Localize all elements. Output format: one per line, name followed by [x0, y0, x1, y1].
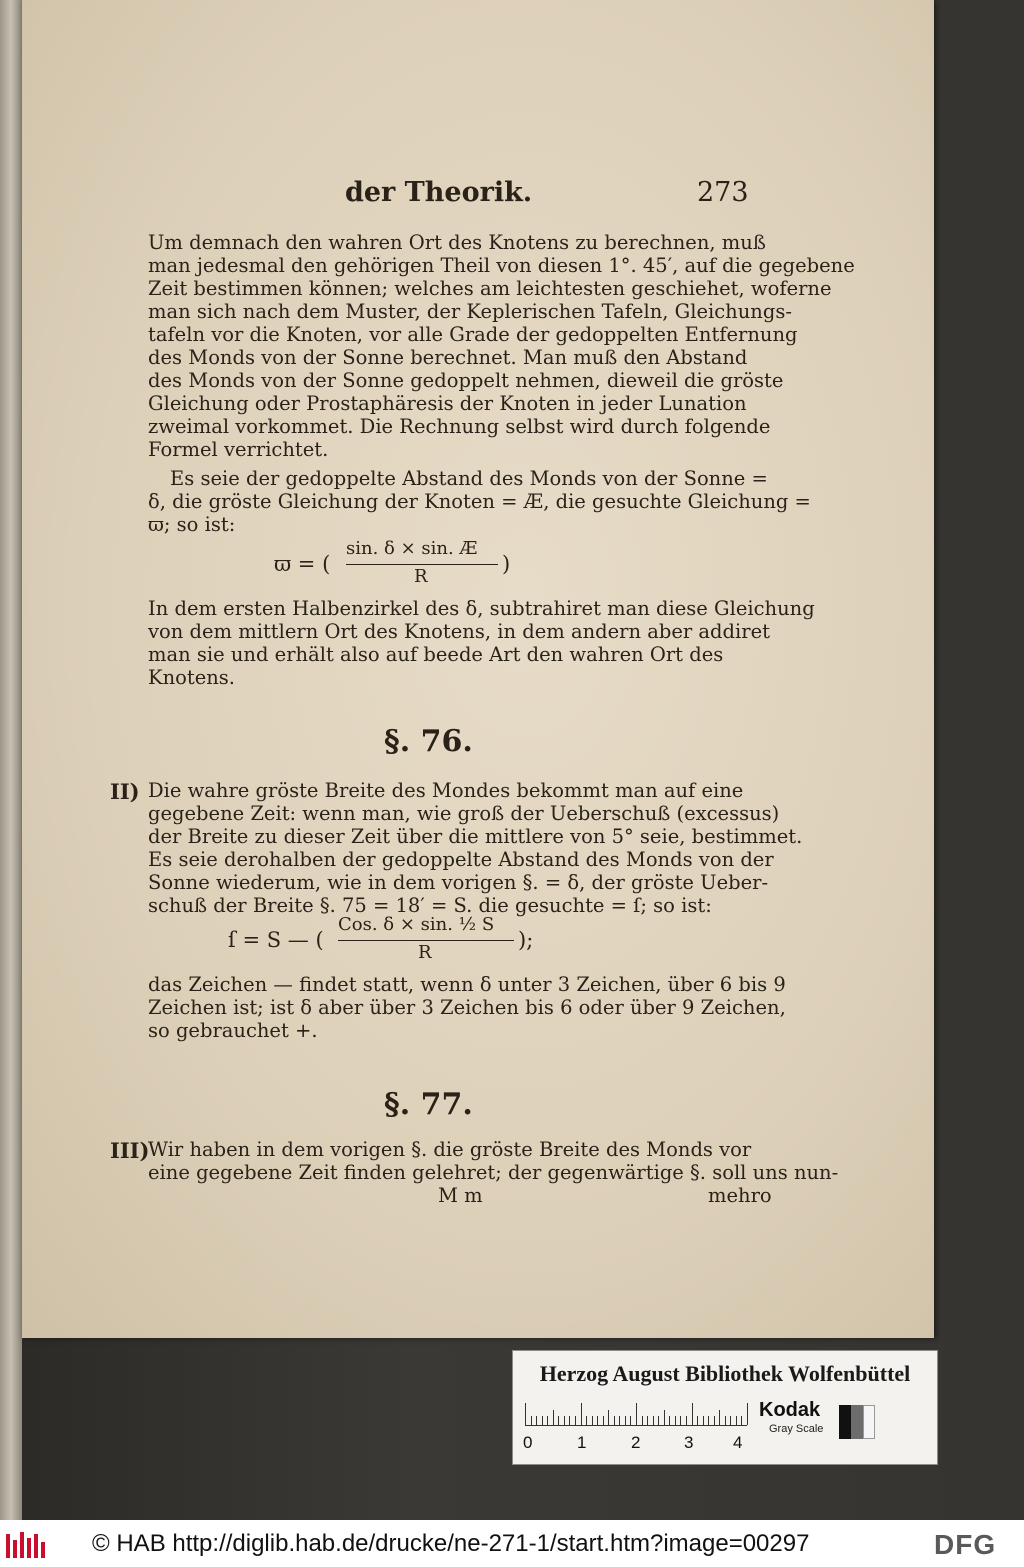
text-line: gegebene Zeit: wenn man, wie groß der Ueberschuß (excessus): [148, 802, 780, 825]
ruler-tick: [630, 1416, 631, 1425]
page-number: 273: [697, 177, 749, 208]
ruler-tick: [625, 1416, 626, 1425]
formula-2: [228, 914, 568, 970]
ruler-tick: [647, 1416, 648, 1425]
ruler-number: 0: [523, 1433, 533, 1452]
ruler-tick: [547, 1416, 548, 1425]
text-line: so gebrauchet +.: [148, 1019, 318, 1042]
text-line: Wir haben in dem vorigen §. die gröste Breite des Monds vor: [148, 1138, 752, 1161]
ruler-tick: [597, 1416, 598, 1425]
ruler-tick: [542, 1416, 543, 1425]
text-line: man sich nach dem Muster, der Keplerischen Tafeln, Gleichungs-: [148, 300, 792, 323]
catchword: mehro: [708, 1184, 772, 1207]
ruler-tick: [741, 1416, 742, 1425]
ruler-tick: [531, 1416, 532, 1425]
text-line: man sie und erhält also auf beede Art den wahren Ort des: [148, 643, 724, 666]
ruler-tick: [664, 1410, 665, 1425]
text-line: Es seie der gedoppelte Abstand des Monds von der Sonne =: [170, 467, 768, 490]
ruler-tick: [692, 1403, 693, 1425]
ruler-tick: [642, 1416, 643, 1425]
ruler-tick: [603, 1416, 604, 1425]
copyright-url: © HAB http://diglib.hab.de/drucke/ne-271-1/start.htm?image=00297: [92, 1530, 810, 1557]
text-line: zweimal vorkommet. Die Rechnung selbst wird durch folgende: [148, 415, 771, 438]
ruler-tick: [747, 1403, 748, 1425]
ruler-tick: [592, 1416, 593, 1425]
ruler-number: 3: [684, 1433, 694, 1452]
text-line: Zeichen ist; ist δ aber über 3 Zeichen bis 6 oder über 9 Zeichen,: [148, 996, 786, 1019]
book-edge: [0, 0, 22, 1520]
text-line: Formel verrichtet.: [148, 438, 329, 461]
text-line: man jedesmal den gehörigen Theil von diesen 1°. 45′, auf die gegebene: [148, 254, 855, 277]
formula-denominator: R: [414, 566, 428, 587]
ruler-tick: [564, 1416, 565, 1425]
text-line: des Monds von der Sonne berechnet. Man muß den Abstand: [148, 346, 748, 369]
hab-barcode-icon: [6, 1530, 44, 1558]
item-marker-ii: II): [110, 779, 140, 804]
ruler-tick: [658, 1416, 659, 1425]
text-line: der Breite zu dieser Zeit über die mittlere von 5° seie, bestimmet.: [148, 825, 803, 848]
ruler-tick: [697, 1416, 698, 1425]
gray-chip-white: [863, 1405, 875, 1439]
fraction-bar: [346, 564, 498, 565]
ruler-tick: [714, 1416, 715, 1425]
ruler-tick: [636, 1403, 637, 1425]
section-heading-77: §. 77.: [384, 1087, 473, 1122]
ruler-tick: [675, 1416, 676, 1425]
ruler-number: 4: [733, 1433, 743, 1452]
ruler-number: 1: [577, 1433, 587, 1452]
text-line: Gleichung oder Prostaphäresis der Knoten in jeder Lunation: [148, 392, 747, 415]
item-marker-iii: III): [110, 1138, 150, 1163]
library-name: Herzog August Bibliothek Wolfenbüttel: [539, 1361, 911, 1386]
text-line: ϖ; so ist:: [148, 513, 236, 536]
ruler-tick: [536, 1416, 537, 1425]
ruler-tick: [703, 1416, 704, 1425]
gray-chip-mid: [851, 1405, 863, 1439]
text-line: Es seie derohalben der gedoppelte Abstand des Monds von der: [148, 848, 774, 871]
dfg-logo: DFG: [934, 1529, 997, 1560]
ruler-number: 2: [631, 1433, 641, 1452]
text-line: Zeit bestimmen können; welches am leichtesten geschiehet, woferne: [148, 277, 832, 300]
ruler-tick: [525, 1403, 526, 1425]
scale-ruler: [525, 1401, 747, 1426]
ruler-tick: [708, 1416, 709, 1425]
section-heading-76: §. 76.: [384, 724, 473, 759]
ruler-tick: [608, 1410, 609, 1425]
formula-1: [274, 538, 534, 594]
ruler-tick: [669, 1416, 670, 1425]
ruler-tick: [619, 1416, 620, 1425]
ruler-tick: [719, 1410, 720, 1425]
ruler-tick: [653, 1416, 654, 1425]
text-line: das Zeichen — findet statt, wenn δ unter 3 Zeichen, über 6 bis 9: [148, 973, 786, 996]
ruler-tick: [725, 1416, 726, 1425]
library-label: [512, 1350, 938, 1465]
ruler-tick: [736, 1416, 737, 1425]
signature-mark: M m: [438, 1184, 483, 1207]
formula-close: ): [502, 552, 511, 576]
ruler-tick: [686, 1416, 687, 1425]
text-line: Die wahre gröste Breite des Mondes bekommt man auf eine: [148, 779, 744, 802]
formula-lhs: ϖ = (: [274, 552, 331, 576]
text-line: des Monds von der Sonne gedoppelt nehmen, dieweil die gröste: [148, 369, 784, 392]
ruler-tick: [586, 1416, 587, 1425]
ruler-tick: [558, 1416, 559, 1425]
text-line: Knotens.: [148, 666, 236, 689]
text-line: Um demnach den wahren Ort des Knotens zu berechnen, muß: [148, 231, 766, 254]
gray-scale-caption: Gray Scale: [769, 1423, 824, 1435]
text-line: von dem mittlern Ort des Knotens, in dem andern aber addiret: [148, 620, 770, 643]
formula-lhs: ſ = S — (: [228, 928, 324, 952]
ruler-tick: [553, 1410, 554, 1425]
ruler-tick: [569, 1416, 570, 1425]
kodak-brand: Kodak: [759, 1399, 821, 1421]
running-head: der Theorik.: [345, 177, 533, 208]
text-line: tafeln vor die Knoten, vor alle Grade der gedoppelten Entfernung: [148, 323, 798, 346]
formula-numerator: sin. δ ⨯ sin. Æ: [346, 538, 478, 559]
formula-denominator: R: [418, 942, 432, 963]
text-line: Sonne wiederum, wie in dem vorigen §. = δ, der gröste Ueber-: [148, 871, 769, 894]
text-line: In dem ersten Halbenzirkel des δ, subtrahiret man diese Gleichung: [148, 597, 815, 620]
formula-numerator: Cos. δ ⨯ sin. ½ S: [338, 914, 495, 935]
ruler-tick: [575, 1416, 576, 1425]
ruler-tick: [680, 1416, 681, 1425]
fraction-bar: [338, 940, 514, 941]
text-line: δ, die gröste Gleichung der Knoten = Æ, die gesuchte Gleichung =: [148, 490, 811, 513]
formula-close: );: [518, 928, 534, 952]
footer-bar: [0, 1520, 1024, 1567]
ruler-tick: [730, 1416, 731, 1425]
text-line: schuß der Breite §. 75 = 18′ = S. die gesuchte = ſ; so ist:: [148, 894, 712, 917]
ruler-tick: [614, 1416, 615, 1425]
ruler-tick: [581, 1403, 582, 1425]
gray-chip-black: [839, 1405, 851, 1439]
book-page: [22, 0, 934, 1338]
text-line: eine gegebene Zeit finden gelehret; der gegenwärtige §. soll uns nun-: [148, 1161, 839, 1184]
